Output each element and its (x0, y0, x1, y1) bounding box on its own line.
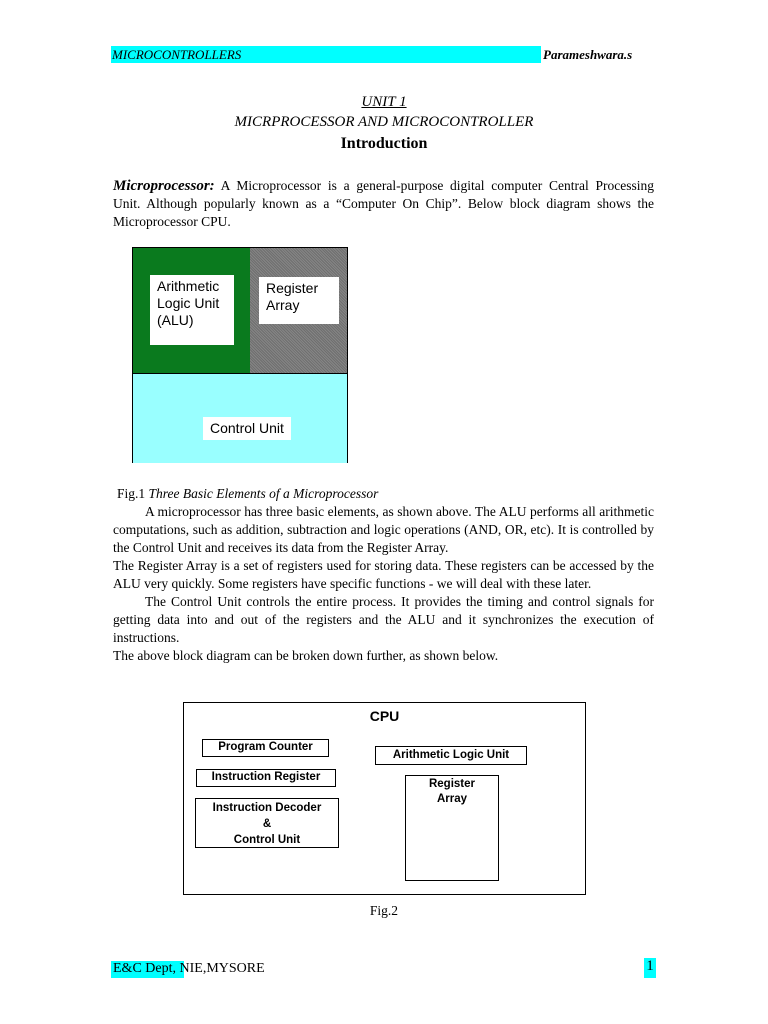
register-array-block (250, 248, 347, 373)
register-label-line1: Register (266, 280, 319, 296)
section-heading: Introduction (340, 135, 428, 152)
alu-label-line2: Logic Unit (157, 295, 220, 311)
instruction-decoder-box (195, 798, 339, 848)
register-label-line2: Array (266, 297, 300, 313)
page-number: 1 (644, 958, 656, 978)
footer-department: E&C Dept, NIE,MYSORE (113, 961, 265, 976)
figure2-caption: Fig.2 (369, 903, 399, 918)
decoder-line1: Instruction Decoder (212, 802, 322, 814)
intro-text: A Microprocessor is a general-purpose digital computer Central Processing Unit. Although popularly known as a “Computer On Chip”. Below block diagram shows the Microprocessor CPU. (113, 178, 654, 229)
alu-block (133, 248, 250, 373)
alu-label (150, 275, 234, 345)
figure1-caption-text: Three Basic Elements of a Microprocessor (148, 486, 379, 501)
chapter-title: MICRPROCESSOR AND MICROCONTROLLER (234, 114, 534, 130)
paragraph-breakdown: The above block diagram can be broken down further, as shown below. (113, 648, 499, 663)
register-array-line1: Register (428, 778, 476, 790)
control-unit-block (133, 373, 347, 463)
register-array-label (259, 277, 339, 324)
paragraph-control-unit: The Control Unit controls the entire process. It provides the timing and control signals for getting data into and out of the registers and the ALU and it synchronizes the execution of instructions. (113, 594, 654, 645)
cpu-title: CPU (369, 708, 400, 724)
paragraph-register-array: The Register Array is a set of registers used for storing data. These registers can be accessed by the ALU very quickly. Some registers have specific functions - we will deal with these later. (113, 558, 654, 591)
paragraph-elements: A microprocessor has three basic elements, as shown above. The ALU performs all arithmetic computations, such as addition, subtraction and logic operations (AND, OR, etc). It is controlled by the Control Unit and receives its data from the Register Array. (113, 504, 654, 555)
alu-label-line1: Arithmetic (157, 278, 220, 294)
alu-box: Arithmetic Logic Unit (375, 746, 527, 765)
term-label: Microprocessor: (113, 178, 215, 194)
register-array-line2: Array (436, 793, 468, 805)
register-array-box (405, 775, 499, 881)
program-counter-box: Program Counter (202, 739, 329, 757)
decoder-line2: & (262, 818, 272, 830)
decoder-line3: Control Unit (233, 834, 301, 846)
header-course-title: MICROCONTROLLERS (112, 47, 242, 62)
figure1-caption (117, 486, 378, 502)
figure1-caption-number: Fig.1 (117, 486, 146, 501)
instruction-register-box: Instruction Register (196, 769, 336, 787)
figure1-block-diagram (132, 247, 348, 463)
unit-heading: UNIT 1 (361, 94, 407, 110)
body-text (113, 503, 654, 665)
header-author: Parameshwara.s (543, 47, 633, 62)
intro-paragraph (113, 177, 654, 231)
alu-label-line3: (ALU) (157, 312, 194, 328)
figure2-cpu-diagram (183, 702, 586, 895)
control-unit-label: Control Unit (203, 417, 291, 440)
